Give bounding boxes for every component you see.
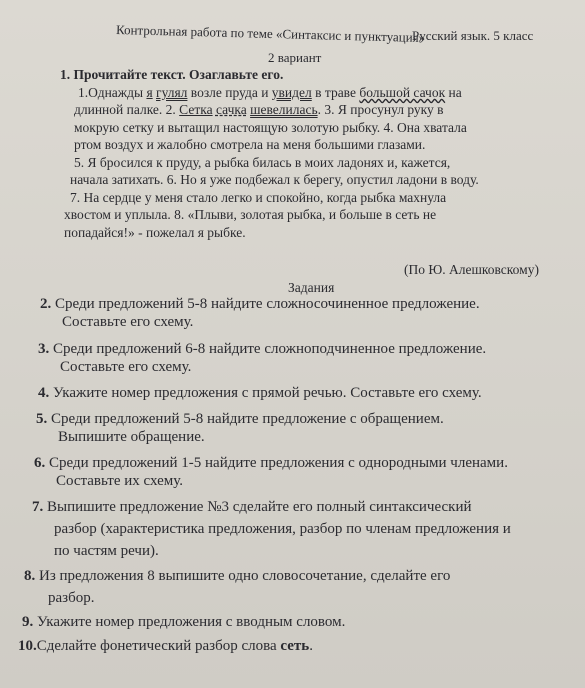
task-number: 9. — [22, 614, 34, 630]
task-5 — [36, 411, 444, 428]
tasks-heading: Задания — [288, 280, 335, 295]
subject-underlined: Сетка — [179, 102, 213, 117]
task-text: Укажите номер предложения с вводным словом. — [37, 614, 346, 630]
task-4 — [38, 385, 482, 402]
task-8-cont: разбор. — [48, 590, 95, 606]
predicate-underlined: увидел — [271, 85, 312, 100]
text-line-8: хвостом и уплыла. 8. «Плыви, золотая рыбка, и больше в сеть не — [64, 207, 437, 222]
object-underlined: сачка — [215, 102, 247, 117]
task-7-cont-2: по частям речи). — [54, 543, 159, 559]
task-7 — [32, 499, 472, 516]
task-number: 5. — [36, 411, 48, 427]
text-line-4: ртом воздух и жалобно смотрела на меня большими глазами. — [74, 137, 426, 152]
text-line-3: мокрую сетку и вытащил настоящую золотую рыбку. 4. Она хватала — [74, 120, 467, 135]
task-number: 10. — [18, 638, 37, 654]
task-2 — [40, 296, 480, 313]
text-fragment: возле пруда и — [187, 85, 272, 100]
subject-label: Русский язык. 5 класс — [412, 28, 534, 43]
task-10 — [18, 638, 313, 655]
variant-label: 2 вариант — [268, 50, 322, 65]
text-line-5: 5. Я бросился к пруду, а рыбка билась в моих ладонях и, кажется, — [74, 155, 451, 170]
text-fragment: . 3. Я просунул руку в — [317, 102, 444, 117]
attribute-underlined: большой сачок — [359, 85, 446, 100]
task-text: Из предложения 8 выпишите одно словосочетание, сделайте его — [39, 568, 451, 584]
task-9 — [22, 614, 345, 631]
task-6 — [34, 455, 508, 472]
text-line-2 — [74, 102, 444, 118]
subject-underlined: я — [146, 85, 153, 100]
task-8 — [24, 568, 450, 585]
text-fragment: длинной палке. 2. — [74, 102, 180, 117]
predicate-underlined: шевелилась — [250, 102, 318, 117]
text-fragment: на — [445, 85, 462, 100]
task-text: Укажите номер предложения с прямой речью. Составьте его схему. — [53, 385, 482, 401]
task1-heading: 1. Прочитайте текст. Озаглавьте его. — [60, 67, 284, 82]
task-number: 7. — [32, 499, 44, 515]
text-line-9: попадайся!» - пожелал я рыбке. — [64, 225, 246, 240]
task-2-cont: Составьте его схему. — [62, 314, 194, 330]
task-3-cont: Составьте его схему. — [60, 359, 192, 375]
worksheet-title: Контрольная работа по теме «Синтаксис и пунктуация» — [115, 21, 426, 46]
task-number: 2. — [40, 296, 52, 312]
task-text: Сделайте фонетический разбор слова — [36, 638, 281, 654]
task-number: 8. — [24, 568, 36, 584]
predicate-underlined: гулял — [156, 85, 188, 100]
text-fragment: в траве — [311, 85, 360, 100]
text-line-6: начала затихать. 6. Но я уже подбежал к берегу, опустил ладони в воду. — [70, 172, 479, 187]
task-3 — [38, 341, 486, 358]
task-word: сеть — [280, 638, 310, 654]
task-text: Среди предложений 5-8 найдите предложение с обращением. — [51, 411, 444, 427]
text-fragment: 1.Однажды — [78, 85, 147, 100]
text-line-1 — [78, 85, 462, 101]
task-7-cont-1: разбор (характеристика предложения, разбор по членам предложения и — [54, 521, 511, 537]
task-text: Выпишите предложение №3 сделайте его полный синтаксический — [47, 499, 472, 515]
task-text: Среди предложений 6-8 найдите сложноподчиненное предложение. — [53, 341, 487, 357]
task-text: Среди предложений 5-8 найдите сложносочиненное предложение. — [55, 296, 480, 312]
task-punctuation: . — [309, 638, 313, 654]
task-text: Среди предложений 1-5 найдите предложения с однородными членами. — [49, 455, 508, 471]
task-5-cont: Выпишите обращение. — [58, 429, 205, 445]
task-number: 4. — [38, 385, 50, 401]
task-number: 3. — [38, 341, 50, 357]
text-line-7: 7. На сердце у меня стало легко и спокойно, когда рыбка махнула — [70, 190, 447, 205]
task-6-cont: Составьте их схему. — [56, 473, 184, 489]
text-source: (По Ю. Алешковскому) — [404, 262, 539, 277]
task-number: 6. — [34, 455, 46, 471]
